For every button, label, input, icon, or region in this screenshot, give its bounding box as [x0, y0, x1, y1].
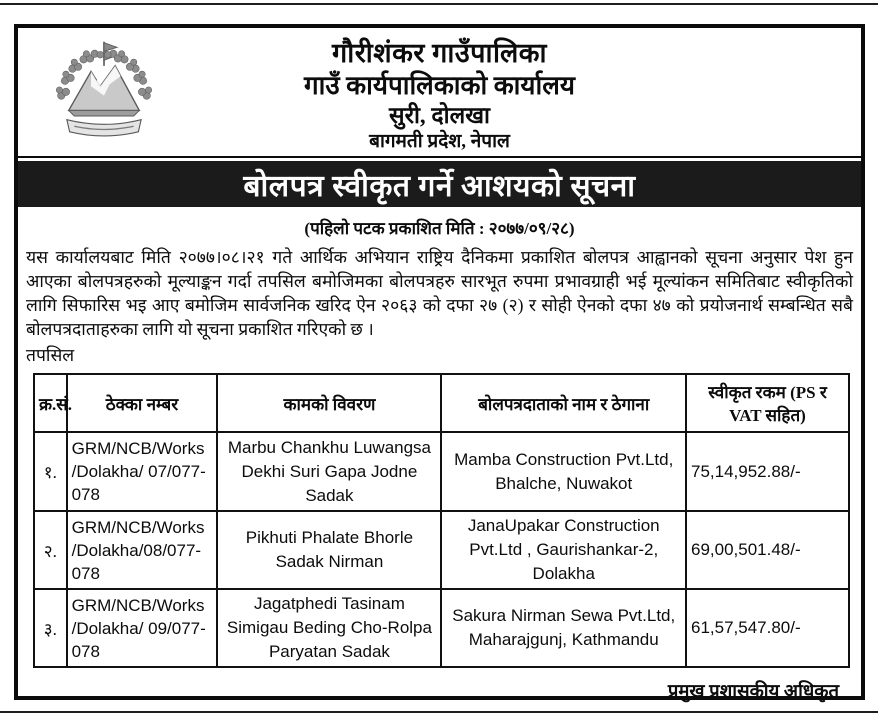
work-description: Marbu Chankhu Luwangsa Dekhi Suri Gapa Jodne Sadak	[217, 432, 441, 511]
work-description: Pikhuti Phalate Bhorle Sadak Nirman	[217, 511, 441, 589]
province-line: बागमती प्रदेश, नेपाल	[369, 131, 510, 153]
contract-number: GRM/NCB/Works /Dolakha/08/077-078	[67, 511, 218, 589]
header-approved-amount: स्वीकृत रकम (PS र VAT सहित)	[686, 374, 849, 432]
signature-title: प्रमुख प्रशासकीय अधिकृत	[667, 682, 839, 703]
table-header-row	[34, 374, 849, 432]
office-name: गाउँ कार्यपालिकाको कार्यालय	[304, 71, 575, 101]
header-bidder-name-address: बोलपत्रदाताको नाम र ठेगाना	[441, 374, 686, 432]
header-contract-number: ठेक्का नम्बर	[67, 374, 218, 432]
bidder-name-address: JanaUpakar Construction Pvt.Ltd , Gaurishankar-2, Dolakha	[441, 511, 686, 589]
work-description: Jagatphedi Tasinam Simigau Beding Cho-Rolpa Paryatan Sadak	[217, 589, 441, 667]
header-work-description: कामको विवरण	[217, 374, 441, 432]
organization-name: गौरीशंकर गाउँपालिका	[332, 38, 547, 68]
serial-number: ३.	[34, 589, 67, 667]
table-row	[34, 589, 849, 667]
approved-amount: 69,00,501.48/-	[686, 511, 849, 589]
top-rule	[0, 3, 878, 5]
publication-date-line: (पहिलो पटक प्रकाशित मिति : २०७७/०९/२८)	[304, 219, 575, 239]
bottom-rule	[0, 711, 878, 713]
notice-body-paragraph: यस कार्यालयबाट मिति २०७७।०८।२१ गते आर्थिक अभियान राष्ट्रिय दैनिकमा प्रकाशित बोलपत्र आह्वानको सूचना अनुसार पेश हुन आएका बोलपत्रहरुको मूल्याङ्कन गर्दा तपसिल बमोजिमका बोलपत्रहरु सारभूत रुपमा प्रभावग्राही भई मूल्यांकन समितिबाट स्वीकृतिको लागि सिफारिस भइ आए बमोजिम सार्वजनिक खरिद ऐन २०६३ को दफा २७ (२) र सोही ऐनको दफा ४७ को प्रयोजनार्थ सम्बन्धित सबै बोलपत्रदाताहरुका लागि यो सूचना प्रकाशित गरिएको छ ।	[26, 247, 853, 340]
tapasil-label: तपसिल	[26, 345, 75, 366]
document-border-box	[14, 24, 865, 703]
bidder-name-address: Sakura Nirman Sewa Pvt.Ltd, Maharajgunj, Kathmandu	[441, 589, 686, 667]
table-row	[34, 432, 849, 511]
municipality-emblem-icon	[48, 38, 160, 142]
notice-title-banner	[18, 161, 861, 207]
serial-number: २.	[34, 511, 67, 589]
bidder-name-address: Mamba Construction Pvt.Ltd, Bhalche, Nuwakot	[441, 432, 686, 511]
contract-number: GRM/NCB/Works /Dolakha/ 07/077-078	[67, 432, 218, 511]
contract-number: GRM/NCB/Works /Dolakha/ 09/077-078	[67, 589, 218, 667]
tender-approval-table	[33, 373, 850, 668]
approved-amount: 61,57,547.80/-	[686, 589, 849, 667]
table-row	[34, 511, 849, 589]
office-location: सुरी, दोलखा	[389, 103, 490, 129]
serial-number: १.	[34, 432, 67, 511]
approved-amount: 75,14,952.88/-	[686, 432, 849, 511]
notice-title: बोलपत्र स्वीकृत गर्ने आशयको सूचना	[243, 169, 636, 203]
letterhead	[18, 28, 861, 158]
header-serial-number: क्र.सं.	[34, 374, 67, 432]
